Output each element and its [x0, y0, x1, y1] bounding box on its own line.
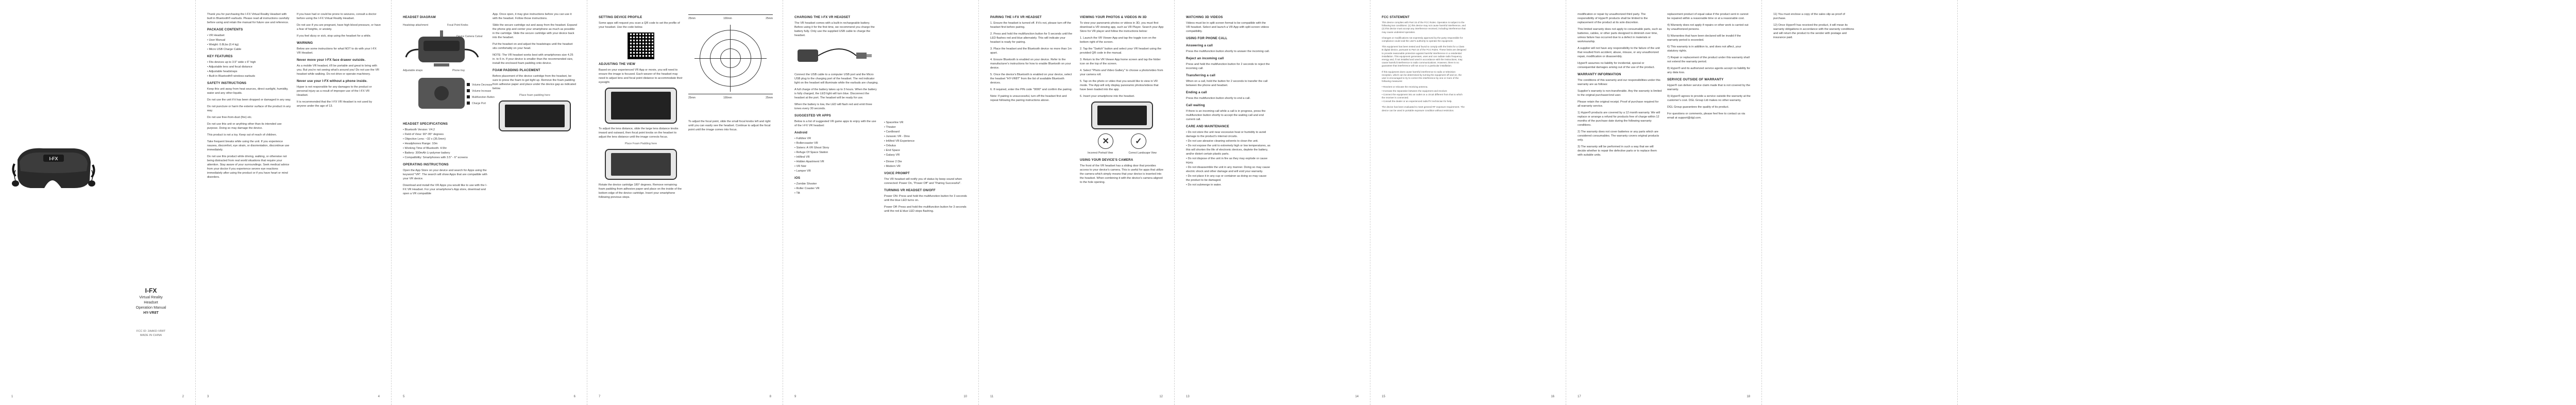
check-icon: ✓	[1131, 133, 1146, 149]
section-heading: HEADSET DIAGRAM	[403, 15, 436, 19]
section-heading: USING YOUR DEVICE'S CAMERA	[1080, 158, 1133, 162]
list-item: • InMind VR Experience	[884, 139, 969, 143]
list-item: • Do not store the unit near excessive heat or humidity to avoid damage to the product's internal circuits.	[1186, 130, 1270, 139]
paragraph: A supplier will not have any responsibility to the failure of the unit that resulted from accident, abuse, misuse, or any unauthorized repair, modification or disassembly.	[1578, 47, 1660, 58]
paragraph: When on a call, hold the button for 2 seconds to transfer the call between the phone and headset.	[1186, 80, 1268, 87]
paragraph: Some apps will request you scan a QR code to set the profile of your headset. Use the code below.	[599, 22, 680, 29]
paragraph: Download and install the VR Apps you would like to use with the I-FX VR Headset. For your smartphone's App store, download and open a VR compatible	[403, 184, 487, 195]
paragraph: replacement product of equal value if the product sent in cannot be repaired within a reasonable time or at a reasonable cost.	[1667, 13, 1749, 20]
list-item: • Tilt	[794, 191, 879, 195]
list-item: • Adjustable lens and focal distance	[207, 65, 292, 69]
list-item: • Zombie Shooter	[794, 182, 879, 186]
paragraph: Based on your experienced VR App or movie, you will need to ensure the image is focused. Each wearer of the headset may need to adjust lens and focal point distance to accommodate their eyesight.	[599, 69, 683, 84]
list-item: • Working Time of Bluetooth: 4-5hr	[403, 146, 487, 150]
list-item: • Hidden Apartment VR	[794, 160, 879, 164]
section-heading: VOICE PROMPT	[884, 172, 910, 175]
list-item: • Cardboard	[884, 130, 969, 134]
paragraph: Do not use if you are pregnant, have high blood pressure, or have a fear of heights, or anxiety.	[297, 24, 381, 31]
setup-right-column	[688, 12, 773, 390]
paragraph: Press the multifunction button shortly to end a call.	[1186, 97, 1250, 100]
section-heading: SERVICE OUTSIDE OF WARRANTY	[1667, 78, 1724, 81]
list-item: • Do not place it in any cup or container as doing so may cause the product to be damaged.	[1186, 174, 1270, 182]
paragraph: Press and hold the multifunction button for 2 seconds to reject the incoming call.	[1186, 63, 1270, 70]
ruler-label: 25mm	[688, 17, 696, 20]
safety-paragraph: This product is not a toy. Keep out of reach of children.	[207, 133, 277, 137]
list-item: • Headphones Range: 10m	[403, 142, 487, 146]
phone-tray-illustration	[605, 149, 677, 180]
list-item: • Dinner 2 Die	[884, 160, 969, 164]
paragraph: For questions or comments, please feel free to contact us via email at support@dgl.com.	[1667, 112, 1745, 120]
list-item: • Jurassic VR - Dino	[884, 134, 969, 139]
cover-product-line-2: Headset	[144, 300, 158, 305]
diagram-label: Multifunction Button	[472, 96, 495, 99]
paragraph: A full charge of the battery takes up to 3 hours. When the battery is fully charged, the LED light will turn blue. Disconnect the headset at the port. The headset will be ready for use.	[794, 88, 877, 99]
ruler-label: 25mm	[766, 17, 773, 20]
list-item: • Galaxy VR	[884, 153, 969, 157]
paragraph: 6. Insert your smartphone into the headset.	[1080, 95, 1135, 98]
paragraph: 4) Warranty does not apply if repairs or other work is carried out by unauthorized persons.	[1667, 24, 1749, 31]
paragraph: 6) This warranty is in addition to, and does not affect, your statutory rights.	[1667, 45, 1741, 53]
page-number: 5	[403, 395, 405, 398]
paragraph: Slide the secure cartridge out and away from the headset. Expand the phone grip and center your smartphone as much as possible in the cartridge. Slide the secure cartridge with your device back into the headset.	[493, 24, 577, 39]
list-item: • Fulldive VR	[794, 137, 879, 141]
paragraph: 1. Ensure the headset is turned off. If it's not, please turn off the headset first before pairing.	[990, 22, 1071, 29]
page-number: 12	[1159, 395, 1163, 398]
paragraph: 1. Launch the VR Viewer App and tap the toggle icon on the bottom right of the screen.	[1080, 37, 1157, 44]
paragraph: App. Once open, it may give instructions before you can use it with the headset. Follow those instructions.	[493, 13, 572, 20]
fcc-paragraph: If this equipment does cause harmful interference to radio or television reception, which can be determined by turning the equipment off and on, the user is encouraged to try to correct the interference by one or more of the following measures:	[1382, 70, 1462, 83]
page-number: 11	[990, 395, 994, 398]
paragraph: 5. Tap on the photo or video that you would like to view in VR mode. The App will only display panoramic photos/videos that have been loaded into the app.	[1080, 80, 1159, 91]
sub-heading: Answering a call	[1186, 44, 1213, 47]
safety-paragraph: Do not use the unit if it has been dropped or damaged in any way.	[207, 98, 291, 102]
list-item: • Do not submerge in water.	[1186, 183, 1270, 187]
list-item: • Connect the equipment into an outlet on a circuit different from that to which the receiver is connected.	[1382, 93, 1466, 99]
specs-list	[403, 128, 487, 160]
paragraph: 3. Return to the VR Viewer App home screen and tap the folder icon on the top of the screen.	[1080, 58, 1161, 65]
page-number: 4	[378, 395, 380, 398]
paragraph: 5. Once the device's Bluetooth is enabled on your device, select the headset "HY-VR8T" from the list of available Bluetooth devices.	[990, 73, 1072, 85]
ios-apps-list	[794, 182, 879, 195]
list-item: • User Manual	[207, 38, 292, 42]
paragraph: 9) Hyper® agrees to provide a service outside the warranty at the customer's cost. DGL Group Ltd makes no other warranty.	[1667, 95, 1751, 102]
safety-paragraph: Do not use this unit or anything other than its intended use purpose. Doing so may damage the device.	[207, 123, 282, 130]
section-heading: WARNING	[297, 41, 313, 45]
diagram-label: Phone tray	[452, 69, 465, 72]
cover-brand: I-FX	[145, 287, 157, 294]
phone-landscape-illustration	[1091, 102, 1153, 129]
list-item: • Do not dispose of the unit in fire as they may explode or cause injury.	[1186, 157, 1270, 165]
section-heading: HEADSET SPECIFICATIONS	[403, 122, 448, 126]
paragraph: Supplier's warranty is non-transferable. Any the warranty is limited to the original purchaser/end user.	[1578, 90, 1662, 97]
section-heading: FOAM PADDING PLACEMENT	[493, 69, 540, 72]
android-apps-list	[794, 137, 879, 173]
usb-cable-illustration	[794, 42, 879, 69]
watching-panel	[1175, 0, 1370, 405]
diagram-left-column	[403, 12, 495, 390]
paragraph: 8) Hyper® and its authorized service agents accept no liability for any data loss.	[1667, 67, 1751, 74]
intro-left-column	[207, 12, 292, 390]
safety-paragraph: Do not puncture or harm the exterior surface of the product in any way.	[207, 105, 291, 112]
ruler-label: 100mm	[723, 96, 732, 99]
features-list	[207, 60, 292, 78]
safety-paragraph: Do not use free-from-dust (fire) etc.	[207, 116, 252, 119]
fcc-left-column	[1382, 12, 1466, 390]
warranty-right-column	[1667, 12, 1752, 390]
diagram-panel	[392, 0, 587, 405]
fcc-paragraph: The device has been evaluated to meet general RF exposure requirement. The device can be used in portable exposure condition without restriction.	[1382, 106, 1465, 112]
setup-left-column	[599, 12, 683, 390]
paragraph: Power Off: Press and hold the multifunction button for 3 seconds until the red & blue LED stops flashing.	[884, 206, 967, 213]
paragraph: If you have had or could be prone to seizures, consult a doctor before using the I-FX Virtual Reality Headset.	[297, 13, 377, 20]
watching-right-column	[1276, 12, 1360, 390]
list-item: • VR Headset	[207, 33, 292, 38]
paragraph: As a mobile VR headset, it'll be portable and great to bring with you. But you're not seeing what's around you! Do not use the VR headset while walking. Do not drive or operate machinery.	[297, 64, 380, 76]
section-heading: SETTING DEVICE PROFILE	[599, 15, 642, 19]
paragraph: Please retain the original receipt. Proof of purchase required for all warranty service.	[1578, 100, 1659, 108]
paragraph: Hyper is not responsible for any damages to the product or personal injury as a result of improper use of the I-FX VR Headset.	[297, 86, 372, 97]
safety-paragraph: Take frequent breaks while using the unit. If you experience nausea, discomfort, eye strain, or disorientation, discontinue use immediately.	[207, 140, 290, 151]
safety-paragraph: Keep this unit away from heat sources, direct sunlight, humidity, water and any other liquids.	[207, 88, 289, 95]
paragraph: The front of the VR headset has a sliding door that provides access to your device's camera. This is useful for apps that utilize the camera which simply means that your device is inserted into the headset. When combining it with the device's camera aligned to the hole opening.	[1080, 164, 1164, 184]
paragraph: It is recommended that the I-FX VR Headset is not used by anyone under the age of 13.	[297, 100, 372, 108]
section-heading: iOS	[794, 176, 801, 180]
paragraph: Connect the USB cable to a computer USB port and the Micro USB plug to the charging port of the headset. The red indicator light on the headset will illuminate while the earbuds are charging.	[794, 73, 878, 85]
page-number: 6	[573, 395, 575, 398]
list-item: • Modern VR	[884, 164, 969, 168]
diagram-label: Headstrap attachment	[403, 24, 429, 27]
sub-heading: Call waiting	[1186, 104, 1205, 107]
phone-tray-illustration	[499, 100, 571, 131]
headset-diagram	[403, 21, 495, 119]
vr-headset-photo	[12, 139, 95, 196]
list-item: • Compatibility: Smartphones with 3.5" - 6" screens	[403, 156, 487, 160]
paragraph: Power ON: Press and hold the multifunction button for 3 seconds until the blue LED turns on.	[884, 195, 967, 202]
paragraph: To adjust the lens distance, slide the large lens distance knobs inward and outward, then focal point knobs on the headset to adjust the lens distance until the image corrects focus.	[599, 127, 679, 139]
paragraph: Rotate the device cartridge 180° degrees. Remove remaining foam padding from adhesive paper and place on the inside of the bottom edge of the device cartridge. Insert your smartphone following previous steps.	[599, 183, 682, 199]
lens-ruler	[688, 94, 773, 104]
list-item: • Sisters: A VR Ghost Story	[794, 146, 879, 150]
section-heading: CARE AND MAINTENANCE	[1186, 125, 1229, 128]
section-heading: SAFETY INSTRUCTIONS	[207, 81, 247, 85]
intro-right-column	[297, 12, 381, 390]
paragraph: To adjust the focal point, slide the small focal knobs left and right until you can easily see the headset. Continue to adjust the focal point until the image comes into focus.	[688, 120, 771, 131]
section-heading: PAIRING THE I-FX VR HEADSET	[990, 15, 1042, 19]
cover-product-line-3: Operation Manual	[135, 305, 166, 310]
section-heading: CHARGING THE I-FX VR HEADSET	[794, 15, 851, 19]
diagram-right-column	[493, 12, 577, 390]
section-heading: Android	[794, 131, 808, 134]
figure-caption: Place Foam Padding here	[624, 142, 657, 145]
fcc-paragraph: Changes or modifications not expressly approved by the party responsible for compliance could void the user's authority to operate the equipment.	[1382, 36, 1463, 43]
section-heading: ADJUSTING THE VIEW	[599, 62, 635, 66]
cover-model: HY-VR8T	[143, 311, 159, 315]
diagram-label: Charge Port	[472, 102, 486, 105]
paragraph: 12) Once Hyper® has received the product, it will mean its warranty obligations in accordance with the warranty conditions and will return the product to the sender with postage and insurance paid.	[1773, 24, 1854, 39]
focus-target-diagram	[694, 25, 767, 92]
paragraph: 4. Select "Photo and Video Gallery" to choose a photo/video from your camera roll.	[1080, 69, 1163, 76]
page-number: 3	[207, 395, 209, 398]
cover-product-line-1: Virtual Reality	[139, 295, 163, 299]
paragraph: 2) The warranty does not cover batteries or any parts which are considered consumables. The warranty covers original products only.	[1578, 130, 1659, 142]
ruler-label: 25mm	[766, 96, 773, 99]
charging-panel	[783, 0, 979, 405]
page-number: 10	[963, 395, 967, 398]
page-number: 16	[1551, 395, 1554, 398]
paragraph: Below is a list of suggested VR game apps to enjoy with the use of the I-FX VR headset:	[794, 120, 876, 127]
watching-left-column	[1186, 12, 1270, 390]
orientation-examples	[1080, 133, 1164, 149]
caption-incorrect: Incorrect Portrait View	[1088, 151, 1113, 155]
pairing-panel	[979, 0, 1175, 405]
list-item: • Field of View: 90°-95° degrees	[403, 132, 487, 137]
cover-title-block	[117, 289, 184, 315]
sub-heading: Reject an incoming call	[1186, 57, 1224, 60]
section-heading: SUGGESTED VR APPS	[794, 114, 831, 117]
page-number: 7	[599, 395, 601, 398]
qr-code	[628, 32, 654, 59]
paragraph: 4. Ensure Bluetooth is enabled on your device. Refer to the manufacturer's instructions for how to enable Bluetooth on your device.	[990, 58, 1071, 70]
paragraph: The VR headset will notify you of status by beep sound when connected: Power On, "Power Off" and "Pairing Successful".	[884, 178, 962, 185]
cover-fine-print	[117, 330, 184, 338]
list-item: • Refuge Of Space Station	[794, 150, 879, 155]
figure-caption: Place foam padding here	[519, 94, 550, 97]
ruler-label: 25mm	[688, 96, 696, 99]
list-item: • Reorient or relocate the receiving antenna.	[1382, 86, 1466, 89]
paragraph: Before placement of the device cartridge from the headset, be sure to press the foam to get tight up. Remove the foam padding from adhesive paper and place under the device gap as indicated below.	[493, 75, 577, 90]
paragraph: If you feel dizzy or sick, stop using the headset for a while.	[297, 35, 371, 38]
paragraph: 2. Press and hold the multifunction button for 5 seconds until the LED flashes red and blue alternately. This will indicate your headset is ready for pairing.	[990, 32, 1073, 44]
paragraph: 1) Hyper® products are covered by a 12 month warranty. We will replace or arrange a refund for products free of charge within 12 months of the purchase date during the following warranty conditions.	[1578, 111, 1660, 127]
orientation-captions	[1080, 151, 1164, 155]
list-item: • VR Noir	[794, 164, 879, 168]
page-number: 17	[1578, 395, 1581, 398]
paragraph: Open the App Store on your device and search for Apps using the keyword "VR". The search will show Apps that are compatible with your VR device.	[403, 169, 487, 180]
paragraph: This limited warranty does not apply to consumable parts, such as batteries, cables, or other parts designed to diminish over time, unless failure has occurred due to a defect in materials or workmanship.	[1578, 28, 1662, 43]
paragraph: NOTE: The VR headset works best with smartphones size 4.25 in. to 6 in. If your device is smaller than the recommended size, install the enclosed foam padding onto device.	[493, 54, 573, 65]
list-item: • Do not expose the unit to extremely high or low temperatures, as this will shorten the life of electronic devices, deplete the battery, and/or distort certain plastic parts.	[1186, 144, 1270, 156]
section-heading: USING FOR PHONE CALL	[1186, 37, 1228, 40]
list-item: • Spaceline VR	[884, 121, 969, 125]
list-item: • Theater	[884, 125, 969, 129]
cross-icon: ✕	[1098, 133, 1113, 149]
page-number: 2	[182, 395, 184, 398]
cover-panel	[0, 0, 196, 405]
list-item: • End Space	[884, 148, 969, 153]
paragraph: If there is an incoming call while a call is in progress, press the multifunction button shortly to accept the waiting call and end current call.	[1186, 110, 1266, 121]
list-item: • Micro USB Charge Cable	[207, 47, 292, 52]
section-heading: OPERATING INSTRUCTIONS	[403, 163, 449, 166]
paragraph: Below are some instructions for what NOT to do with your I-FX VR Headset.	[297, 47, 377, 55]
pairing-left-column	[990, 12, 1075, 390]
made-in: MADE IN CHINA	[140, 333, 162, 337]
paragraph: When the battery is low, the LED will flash red and emit three tones every 30 seconds.	[794, 103, 872, 110]
list-item: • Objective Lens: ~32 x (35.5mm)	[403, 137, 487, 141]
section-heading: Never move your I-FX face drawer outside.	[297, 58, 366, 62]
fcc-panel	[1370, 0, 1566, 405]
list-item: • Rollercoaster VR	[794, 141, 879, 145]
section-heading: WATCHING 3D VIDEOS	[1186, 15, 1223, 19]
last-left-column	[1773, 12, 1858, 390]
list-item: • Roller Coaster VR	[794, 187, 879, 191]
fcc-id: FCC ID: 2AAKD-VR8T	[136, 330, 166, 333]
page-number: 18	[1747, 395, 1750, 398]
section-heading: TURNING VR HEADSET ON/OFF	[884, 189, 936, 192]
care-list	[1186, 130, 1270, 187]
warranty-left-column	[1578, 12, 1662, 390]
list-item: • Built in Bluetooth® wireless earbuds	[207, 74, 292, 78]
page-number: 14	[1355, 395, 1359, 398]
page-number: 1	[11, 395, 13, 398]
paragraph: 11) You must enclose a copy of the sales slip as proof of purchase.	[1773, 13, 1845, 20]
list-item: • Adjustable headstraps	[207, 70, 292, 74]
package-list	[207, 33, 292, 52]
paragraph: To view your panoramic photos or videos in 3D, you must first download a VR viewing app, such as VR Player. Search your App Store for VR player and follow the instructions below:	[1080, 22, 1164, 33]
paragraph: 3) The warranty will be performed in such a way that we will decide whether to repair the defective parts or to replace them with suitable units.	[1578, 145, 1657, 157]
paragraph: DGL Group guarantees the quality of its product.	[1667, 106, 1730, 109]
section-heading: Never use your I-FX without a phone inside.	[297, 79, 368, 83]
intro-panel	[196, 0, 392, 405]
diagram-label: Volume Decrease	[472, 83, 493, 87]
page-number: 13	[1186, 395, 1190, 398]
section-heading: KEY FEATURES	[207, 55, 233, 58]
list-item: • Fits devices up to 3.5" wide x 6" high	[207, 60, 292, 64]
page-number: 15	[1382, 395, 1385, 398]
list-item: • Consult the dealer or an experienced radio/TV technician for help.	[1382, 100, 1466, 103]
paragraph: Videos must be in split screen format to be compatible with the VR headset. Select and launch a VR App with split screen videos compatibility.	[1186, 22, 1269, 33]
caption-correct: Correct Landscape View	[1128, 151, 1157, 155]
paragraph: 7) Repair or replacement of the product under this warranty shall not extend the warranty period.	[1667, 56, 1750, 63]
charging-left-column	[794, 12, 879, 390]
list-item: • InMind VR	[794, 155, 879, 159]
paragraph: Hyper® can deliver service claim made that is not covered by the warranty.	[1667, 84, 1751, 91]
page-number: 8	[769, 395, 771, 398]
sub-heading: Transferring a call	[1186, 74, 1216, 77]
paragraph: Note: If pairing is unsuccessful, turn off the headset first and repeat following the pairing instructions above.	[990, 95, 1067, 102]
fcc-paragraph: This device complies with Part 15 of the FCC Rules. Operation is subject to the following two conditions: (1) this device may not cause harmful interference, and (2) this device must accept any interference received, including interference that may cause undesired operation.	[1382, 21, 1466, 33]
list-item: • Increase the separation between the equipment and receiver.	[1382, 90, 1466, 93]
list-item: • Orbulus	[884, 144, 969, 148]
page-number: 9	[794, 395, 796, 398]
paragraph: The VR headset comes with a built-in rechargeable battery. Before using it for the first time, we recommend you charge the battery fully. Only use the supplied USB cable to charge the headset.	[794, 22, 875, 37]
warranty-panel	[1566, 0, 1762, 405]
paragraph: 6. If required, enter the PIN code "0000" and confirm the pairing.	[990, 88, 1073, 91]
sub-heading: Ending a call	[1186, 91, 1207, 94]
phone-tray-illustration	[605, 88, 677, 124]
paragraph: 5) Warranties that have been declared will be invalid if the warranty period is exceeded.	[1667, 35, 1741, 42]
section-heading: VIEWING YOUR PHOTOS & VIDEOS IN 3D	[1080, 15, 1147, 19]
list-item: • Do not disassemble the unit in any manner. Doing so may cause electric shock and other damage and will void your warranty.	[1186, 165, 1270, 174]
intro-paragraph: Thank you for purchasing the I-FX Virtual Reality Headset with built in Bluetooth® earbuds. Please read all instructions carefully before using and retain the manual for future use and reference.	[207, 13, 290, 24]
more-apps-list-2	[884, 160, 969, 168]
paragraph: 2. Tap the "Switch" button and select your VR headset using the provided QR code in the manual.	[1080, 47, 1162, 55]
setup-panel	[587, 0, 783, 405]
diagram-label: Device Camera Cutout	[456, 35, 483, 38]
ruler-label: 100mm	[723, 17, 732, 20]
fcc-right-column	[1471, 12, 1556, 390]
fcc-paragraph: This equipment has been tested and found to comply with the limits for a Class B digital device, pursuant to Part 15 of the FCC Rules. These limits are designed to provide reasonable protection against harmful interference in a residential installation. This equipment generates, uses and can radiate radio frequency energy and, if not installed and used in accordance with the instructions, may cause harmful interference to radio communications. However, there is no guarantee that interference will not occur in a particular installation.	[1382, 45, 1466, 68]
paragraph: Press the multifunction button shortly to answer the incoming call.	[1186, 50, 1270, 53]
list-item: • Do not use abrasive cleaning solvents to clean the unit.	[1186, 139, 1270, 143]
list-item: • Battery: 300mAh Li-polymer battery	[403, 151, 487, 155]
charging-right-column	[884, 12, 969, 390]
section-heading: FCC STATEMENT	[1382, 15, 1410, 19]
paragraph: 3. Place the headset and the Bluetooth device no more than 1m apart.	[990, 47, 1072, 55]
paragraph: The conditions of this warranty and our responsibilities under this warranty are as follows:	[1578, 79, 1660, 86]
lens-ruler	[688, 14, 773, 25]
last-panel	[1762, 0, 1958, 405]
list-item: • Lamper VR	[794, 169, 879, 173]
section-heading: PACKAGE CONTENTS	[207, 28, 243, 31]
paragraph: Hyper® assumes no liability for incidental, special or consequential damages arising out of the use of the product.	[1578, 62, 1655, 69]
section-heading: WARRANTY INFORMATION	[1578, 73, 1621, 76]
svg-text:I-FX: I-FX	[49, 156, 58, 161]
paragraph: Put the headset on and adjust the headstraps until the headset sits comfortably on your head.	[493, 43, 573, 50]
pairing-right-column	[1080, 12, 1164, 390]
safety-paragraph: Do not use this product while driving, walking, or otherwise not being distracted from real world situations that require your attention. Stay aware of your surroundings. Seek medical advice from your doctor if you experience severe eye reactions immediately after using the product or if you have heart or mind disorders.	[207, 155, 290, 179]
list-item: • Bluetooth Version: V4.2	[403, 128, 487, 132]
diagram-label: Adjustable straps	[403, 69, 423, 72]
paragraph: modification or repair by unauthorized third party. The responsibility of Hyper® products shall be limited to the replacement of the product at its sole discretion.	[1578, 13, 1648, 24]
diagram-label: Focal Point Knobs	[447, 24, 468, 27]
fcc-measures-list	[1382, 86, 1466, 103]
diagram-label: Volume Increase	[472, 90, 492, 93]
more-apps-list	[884, 121, 969, 157]
list-item: • Weight: 0.8Lbs (0.4 kg)	[207, 43, 292, 47]
